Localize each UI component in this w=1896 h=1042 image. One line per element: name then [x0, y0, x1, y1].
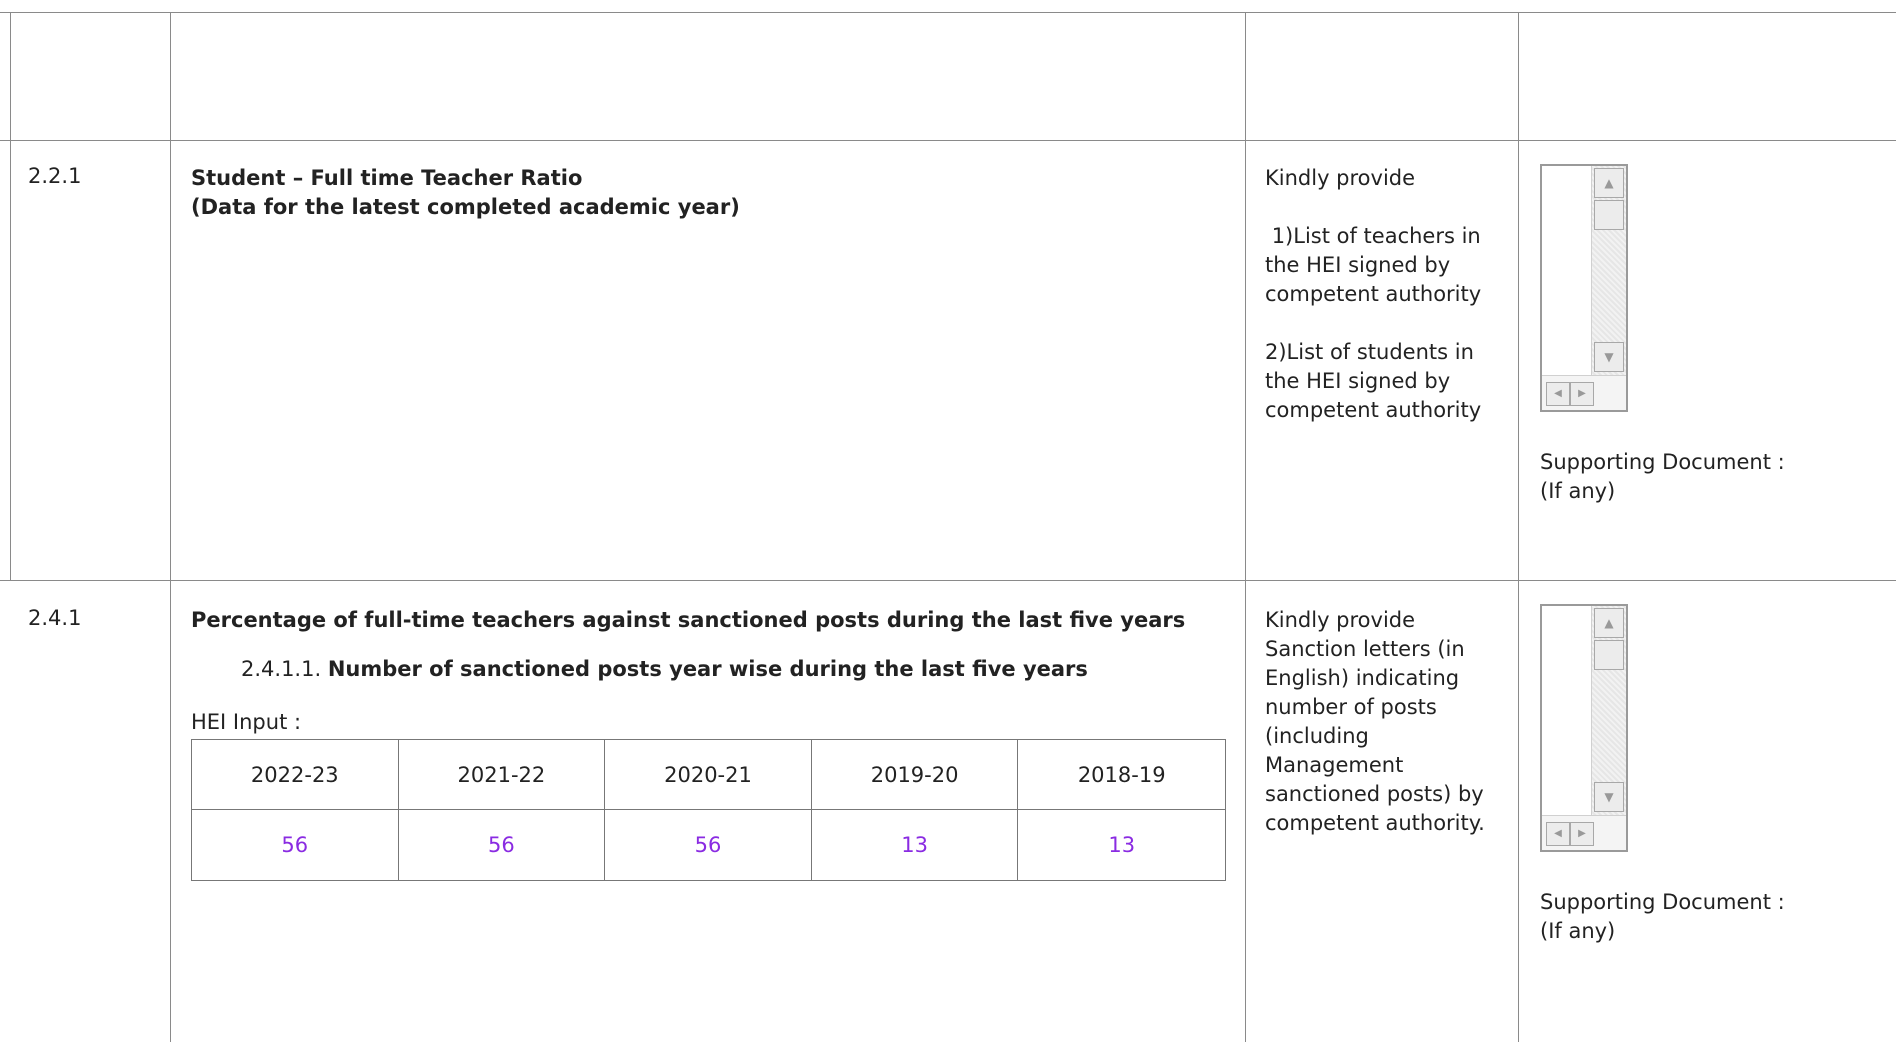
scroll-thumb[interactable] — [1594, 200, 1624, 230]
supporting-document-label — [1540, 888, 1785, 946]
metric-title: Number of sanctioned posts year wise during the last five years — [327, 657, 1088, 681]
table-top-border — [0, 12, 1896, 13]
scroll-right-button[interactable]: ▶ — [1570, 382, 1594, 406]
supporting-document-text: Supporting Document : — [1540, 890, 1785, 914]
instruction-note — [1265, 164, 1495, 454]
row-number: 2.2.1 — [28, 164, 82, 188]
note-line: 2)List of students in the HEI signed by competent authority — [1265, 340, 1482, 422]
supporting-document-hint: (If any) — [1540, 919, 1616, 943]
metric-heading — [241, 655, 1088, 684]
supporting-document-hint: (If any) — [1540, 479, 1616, 503]
scroll-up-button[interactable]: ▲ — [1594, 168, 1624, 198]
scroll-up-button[interactable]: ▲ — [1594, 608, 1624, 638]
column-divider — [170, 12, 171, 1042]
year-value: 56 — [399, 810, 606, 880]
row-number: 2.4.1 — [28, 606, 82, 630]
hei-input-label: HEI Input : — [191, 710, 302, 734]
note-line: Kindly provide — [1265, 166, 1416, 190]
year-value: 56 — [192, 810, 399, 880]
row-divider — [0, 580, 1896, 581]
supporting-document-label — [1540, 448, 1785, 506]
criterion-subtitle: (Data for the latest completed academic year) — [191, 195, 740, 219]
metric-number: 2.4.1.1. — [241, 657, 328, 681]
scroll-left-button[interactable]: ◀ — [1546, 822, 1570, 846]
note-line: Kindly provide Sanction letters (in English) indicating number of posts (including Management sanctioned posts) by competent authority. — [1265, 608, 1485, 835]
year-header: 2021-22 — [399, 740, 606, 810]
scroll-down-button[interactable]: ▼ — [1594, 782, 1624, 812]
year-header: 2018-19 — [1018, 740, 1225, 810]
year-value: 13 — [1108, 833, 1136, 857]
column-divider — [1518, 12, 1519, 1042]
year-value: 56 — [605, 810, 812, 880]
year-value: 13 — [812, 810, 1019, 880]
scroll-right-button[interactable]: ▶ — [1570, 822, 1594, 846]
column-divider — [10, 12, 11, 581]
document-list[interactable] — [1540, 604, 1628, 852]
scroll-left-button[interactable]: ◀ — [1546, 382, 1570, 406]
scroll-thumb[interactable] — [1594, 640, 1624, 670]
scroll-down-button[interactable]: ▼ — [1594, 342, 1624, 372]
year-header: 2022-23 — [192, 740, 399, 810]
document-list[interactable] — [1540, 164, 1628, 412]
criterion-title: Percentage of full-time teachers against sanctioned posts during the last five years — [191, 608, 1186, 632]
year-header: 2019-20 — [812, 740, 1019, 810]
supporting-document-text: Supporting Document : — [1540, 450, 1785, 474]
row-divider — [0, 140, 1896, 141]
column-divider — [1245, 12, 1246, 1042]
criterion-title: Student – Full time Teacher Ratio — [191, 166, 583, 190]
note-line: 1)List of teachers in the HEI signed by competent authority — [1265, 224, 1488, 306]
year-header: 2020-21 — [605, 740, 812, 810]
year-wise-table — [191, 739, 1226, 881]
instruction-note — [1265, 606, 1495, 867]
